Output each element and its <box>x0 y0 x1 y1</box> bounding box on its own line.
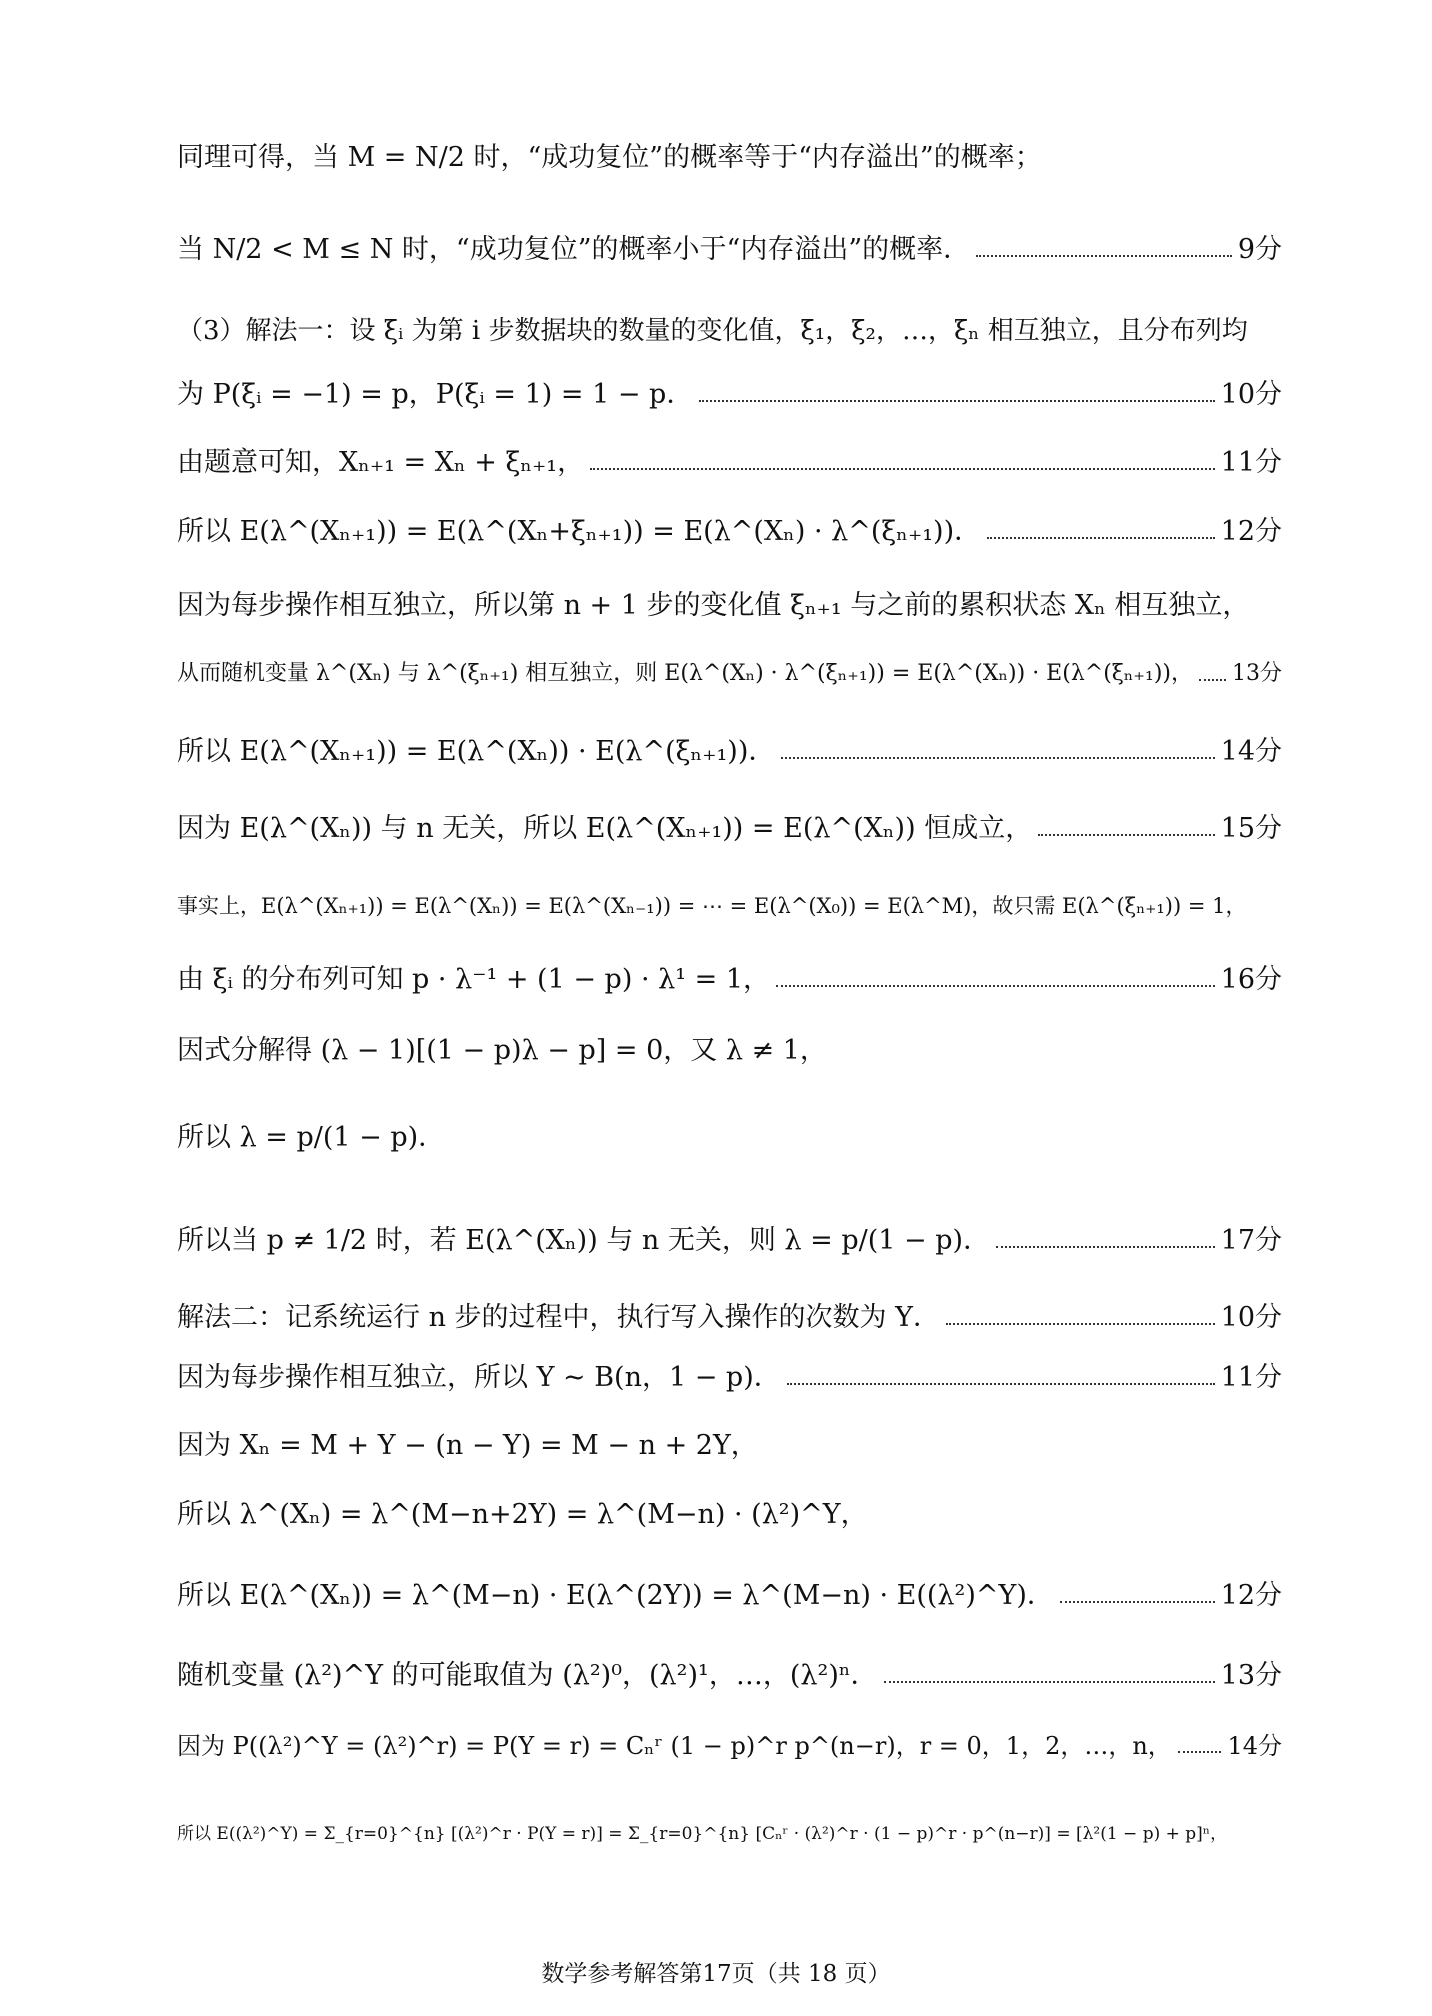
line-16-text: 解法二：记系统运行 n 步的过程中，执行写入操作的次数为 Y． <box>177 1301 940 1333</box>
line-20-text: 所以 E(λ^(Xₙ)) = λ^(M−n) · E(λ^(2Y)) = λ^(M−n) · E((λ²)^Y)． <box>177 1579 1054 1611</box>
leader-dots <box>781 757 1214 759</box>
line-5 <box>177 435 1282 491</box>
line-17-text: 因为每步操作相互独立，所以 Y ~ B(n，1 − p)． <box>177 1361 781 1393</box>
line-6-text: 所以 E(λ^(Xₙ₊₁)) = E(λ^(Xₙ+ξₙ₊₁)) = E(λ^(Xₙ) · λ^(ξₙ₊₁))． <box>177 515 982 547</box>
line-10-score: 15分 <box>1220 812 1282 844</box>
line-4-text: 为 P(ξᵢ = −1) = p，P(ξᵢ = 1) = 1 − p． <box>177 378 694 410</box>
line-15-score: 17分 <box>1220 1224 1282 1256</box>
leader-dots <box>1178 1751 1222 1753</box>
line-11-text: 事实上，E(λ^(Xₙ₊₁)) = E(λ^(Xₙ)) = E(λ^(Xₙ₋₁)) = ⋯ = E(λ^(X₀)) = E(λ^M)，故只需 E(λ^(ξₙ₊₁)) = 1， <box>177 894 1247 919</box>
line-4 <box>177 367 1282 423</box>
line-13 <box>177 1023 1282 1079</box>
line-16 <box>177 1290 1282 1346</box>
line-21 <box>177 1648 1282 1704</box>
line-21-score: 13分 <box>1220 1659 1282 1691</box>
leader-dots <box>699 400 1214 402</box>
leader-dots <box>1038 834 1214 836</box>
page-footer: 数学参考解答第17页（共 18 页） <box>541 1961 891 1987</box>
leader-dots <box>976 255 1232 257</box>
line-23 <box>177 1786 1282 1882</box>
line-11 <box>177 879 1282 935</box>
line-2 <box>177 222 1282 278</box>
leader-dots <box>884 1681 1215 1683</box>
line-1-text: 同理可得，当 M = N/2 时，“成功复位”的概率等于“内存溢出”的概率； <box>177 141 1042 173</box>
line-3-text: （3）解法一：设 ξᵢ 为第 i 步数据块的数量的变化值，ξ₁，ξ₂，…，ξₙ 相互独立，且分布列均 <box>177 316 1248 347</box>
line-9-score: 14分 <box>1220 735 1282 767</box>
line-8-score: 13分 <box>1232 660 1282 686</box>
line-22-text: 因为 P((λ²)^Y = (λ²)^r) = P(Y = r) = Cₙʳ (1 − p)^r p^(n−r)，r = 0，1，2，…，n， <box>177 1731 1172 1760</box>
line-6-score: 12分 <box>1220 515 1282 547</box>
leader-dots <box>590 468 1215 470</box>
line-5-score: 11分 <box>1220 446 1282 478</box>
line-14 <box>177 1090 1282 1186</box>
line-7 <box>177 578 1282 634</box>
line-10 <box>177 801 1282 857</box>
line-17-score: 11分 <box>1220 1361 1282 1393</box>
line-18 <box>177 1418 1282 1474</box>
line-4-score: 10分 <box>1220 378 1282 410</box>
line-22 <box>177 1718 1282 1774</box>
line-20-score: 12分 <box>1220 1579 1282 1611</box>
leader-dots <box>1199 679 1226 681</box>
line-2-text: 当 N/2 < M ≤ N 时，“成功复位”的概率小于“内存溢出”的概率． <box>177 233 971 265</box>
line-5-text: 由题意可知，Xₙ₊₁ = Xₙ + ξₙ₊₁， <box>177 446 585 478</box>
line-13-text: 因式分解得 (λ − 1)[(1 − p)λ − p] = 0，又 λ ≠ 1， <box>177 1034 827 1066</box>
line-2-score: 9分 <box>1237 233 1282 265</box>
leader-dots <box>1060 1601 1215 1603</box>
leader-dots <box>946 1323 1215 1325</box>
line-20 <box>177 1548 1282 1644</box>
line-12-text: 由 ξᵢ 的分布列可知 p · λ⁻¹ + (1 − p) · λ¹ = 1， <box>177 963 771 995</box>
line-12 <box>177 952 1282 1008</box>
line-17 <box>177 1350 1282 1406</box>
line-21-text: 随机变量 (λ²)^Y 的可能取值为 (λ²)⁰，(λ²)¹，…，(λ²)ⁿ． <box>177 1659 878 1691</box>
line-8-text: 从而随机变量 λ^(Xₙ) 与 λ^(ξₙ₊₁) 相互独立，则 E(λ^(Xₙ) · λ^(ξₙ₊₁)) = E(λ^(Xₙ)) · E(λ^(ξₙ₊₁))， <box>177 660 1194 686</box>
leader-dots <box>987 537 1215 539</box>
leader-dots <box>776 985 1215 987</box>
line-18-text: 因为 Xₙ = M + Y − (n − Y) = M − n + 2Y， <box>177 1429 758 1461</box>
line-9 <box>177 724 1282 780</box>
line-19 <box>177 1487 1282 1543</box>
line-6 <box>177 504 1282 560</box>
line-19-text: 所以 λ^(Xₙ) = λ^(M−n+2Y) = λ^(M−n) · (λ²)^Y， <box>177 1498 868 1530</box>
line-9-text: 所以 E(λ^(Xₙ₊₁)) = E(λ^(Xₙ)) · E(λ^(ξₙ₊₁))． <box>177 735 776 767</box>
line-15 <box>177 1193 1282 1289</box>
line-22-score: 14分 <box>1227 1731 1282 1760</box>
line-8 <box>177 646 1282 702</box>
line-7-text: 因为每步操作相互独立，所以第 n + 1 步的变化值 ξₙ₊₁ 与之前的累积状态 Xₙ 相互独立， <box>177 589 1250 621</box>
line-15-text: 所以当 p ≠ 1/2 时，若 E(λ^(Xₙ)) 与 n 无关，则 λ = p/(1 − p)． <box>177 1224 991 1256</box>
leader-dots <box>787 1383 1215 1385</box>
line-3 <box>177 304 1282 360</box>
line-12-score: 16分 <box>1220 963 1282 995</box>
line-23-text: 所以 E((λ²)^Y) = Σ_{r=0}^{n} [(λ²)^r · P(Y = r)] = Σ_{r=0}^{n} [Cₙʳ · (λ²)^r · (1 − p)^r · p^(n−r)] = [λ²(1 − p) + p]ⁿ， <box>177 1823 1228 1844</box>
line-10-text: 因为 E(λ^(Xₙ)) 与 n 无关，所以 E(λ^(Xₙ₊₁)) = E(λ^(Xₙ)) 恒成立， <box>177 812 1033 844</box>
line-14-text: 所以 λ = p/(1 − p)． <box>177 1121 446 1153</box>
line-1 <box>177 130 1282 186</box>
line-16-score: 10分 <box>1220 1301 1282 1333</box>
leader-dots <box>996 1246 1215 1248</box>
